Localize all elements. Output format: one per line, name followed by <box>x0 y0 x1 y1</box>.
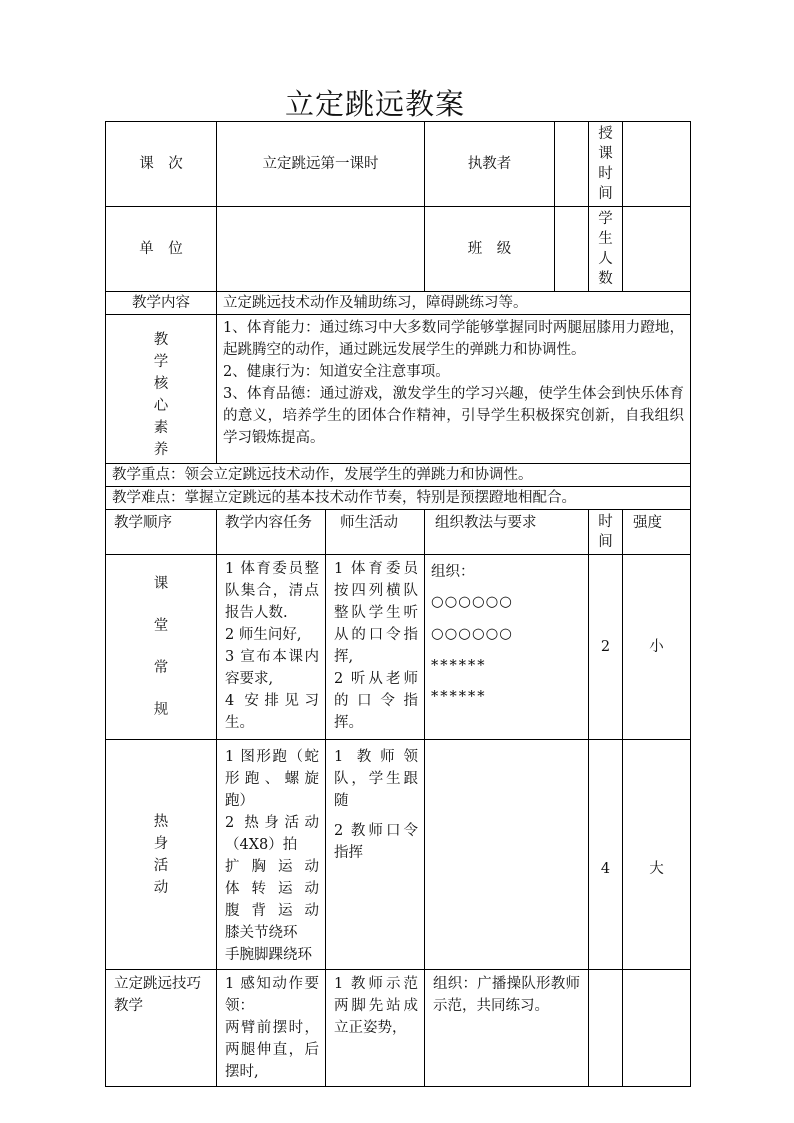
stage-char: 动 <box>153 879 169 896</box>
student-count-label: 学生 人数 <box>589 207 623 292</box>
method-item: 组织： <box>431 564 475 580</box>
warmup-intensity: 大 <box>623 740 691 970</box>
stage-char: 常 <box>153 660 169 676</box>
technique-time <box>589 970 623 1087</box>
activity-item: 1 体育委员按四列横队整队学生听从的口令指挥, <box>334 561 418 665</box>
col-method: 组织教法与要求 <box>425 510 589 555</box>
col-order: 教学顺序 <box>106 510 217 555</box>
content-label: 教学内容 <box>106 292 217 315</box>
routine-intensity: 小 <box>623 555 691 740</box>
class-value <box>555 207 589 292</box>
task-item: 扩胸运动 <box>225 859 319 875</box>
routine-activities <box>326 555 425 740</box>
formation-row: ****** <box>431 658 487 674</box>
warmup-method <box>425 740 589 970</box>
task-item: 1 体育委员整队集合，清点报告人数. <box>225 561 319 621</box>
col-activity: 师生活动 <box>326 510 425 555</box>
task-item: 手腕脚踝绕环 <box>225 947 312 963</box>
formation-row: ○○○○○○ <box>431 626 513 642</box>
core-literacy-char: 养 <box>153 442 169 458</box>
core-literacy-char: 心 <box>153 398 169 414</box>
lesson-number-value: 立定跳远第一课时 <box>217 122 425 207</box>
literacy-item: 3、体育品德：通过游戏，激发学生的学习兴趣，使学生体会到快乐体育的意义，培养学生的团体合作精神，引导学生积极探究创新，自我组织学习锻炼提高。 <box>223 386 684 446</box>
task-item: 两臂前摆时，两腿伸直，后摆时, <box>225 1020 319 1080</box>
activity-item: 2 听从老师的口令指挥。 <box>334 671 418 731</box>
task-item: 腹背运动 <box>225 903 319 919</box>
task-item: 3 宣布本课内容要求, <box>225 649 319 687</box>
task-item: 2 师生问好, <box>225 627 302 643</box>
activity-item: 2 教师口令指挥 <box>334 823 418 861</box>
unit-label: 单 位 <box>106 207 217 292</box>
stage-char: 课 <box>153 576 169 592</box>
difficulty: 教学难点：掌握立定跳远的基本技术动作节奏，特别是预摆蹬地相配合。 <box>106 487 691 510</box>
stage-warmup <box>106 740 217 970</box>
core-literacy-label <box>106 315 217 464</box>
literacy-item: 1、体育能力：通过练习中大多数同学能够掌握同时两腿屈膝用力蹬地，起跳腾空的动作，通过跳远发展学生的弹跳力和协调性。 <box>223 320 684 358</box>
method-item: 组织：广播操队形教师示范，共同练习。 <box>433 976 580 1014</box>
task-item: 2 热身活动（4X8）拍 <box>225 815 319 853</box>
activity-item: 1 教师示范两脚先站成立正姿势， <box>334 976 418 1036</box>
routine-tasks <box>217 555 326 740</box>
core-literacy-char: 教 <box>153 332 169 348</box>
stage-routine <box>106 555 217 740</box>
col-intensity: 强度 <box>623 510 691 555</box>
core-literacy-char: 素 <box>153 420 169 436</box>
warmup-tasks <box>217 740 326 970</box>
literacy-item: 2、健康行为：知道安全注意事项。 <box>223 364 450 380</box>
lesson-plan-table <box>105 121 691 1087</box>
class-time-value <box>623 122 691 207</box>
teacher-label: 执教者 <box>425 122 555 207</box>
technique-activities <box>326 970 425 1087</box>
student-count-value <box>623 207 691 292</box>
task-item: 体转运动 <box>225 881 319 897</box>
key-point: 教学重点：领会立定跳远技术动作，发展学生的弹跳力和协调性。 <box>106 464 691 487</box>
core-literacy-char: 学 <box>153 354 169 370</box>
warmup-time: 4 <box>589 740 623 970</box>
formation-row: ○○○○○○ <box>431 594 513 610</box>
routine-method <box>425 555 589 740</box>
core-literacy-content <box>217 315 691 464</box>
routine-time: 2 <box>589 555 623 740</box>
task-item: 4 安排见习生。 <box>225 693 319 731</box>
stage-char: 规 <box>153 702 169 718</box>
technique-intensity <box>623 970 691 1087</box>
page-title: 立定跳远教案 <box>284 87 465 121</box>
stage-technique: 立定跳远技巧教学 <box>106 970 217 1087</box>
unit-value <box>217 207 425 292</box>
task-item: 1 感知动作要领： <box>225 976 319 1014</box>
stage-char: 身 <box>153 835 169 852</box>
formation-row: ****** <box>431 689 487 705</box>
class-time-label: 授课 时间 <box>589 122 623 207</box>
teacher-value <box>555 122 589 207</box>
class-label: 班 级 <box>425 207 555 292</box>
warmup-activities <box>326 740 425 970</box>
technique-method <box>425 970 589 1087</box>
stage-char: 热 <box>153 813 169 830</box>
col-time: 时 间 <box>589 510 623 555</box>
lesson-number-label: 课 次 <box>106 122 217 207</box>
stage-char: 堂 <box>153 618 169 634</box>
activity-item: 1 教师领队，学生跟随 <box>334 749 418 809</box>
task-item: 1 图形跑（蛇形跑、螺旋跑） <box>225 749 319 809</box>
technique-tasks <box>217 970 326 1087</box>
core-literacy-char: 核 <box>153 376 169 392</box>
task-item: 膝关节绕环 <box>225 925 298 941</box>
content-text: 立定跳远技术动作及辅助练习，障碍跳练习等。 <box>217 292 691 315</box>
stage-char: 活 <box>153 857 169 874</box>
col-task: 教学内容任务 <box>217 510 326 555</box>
